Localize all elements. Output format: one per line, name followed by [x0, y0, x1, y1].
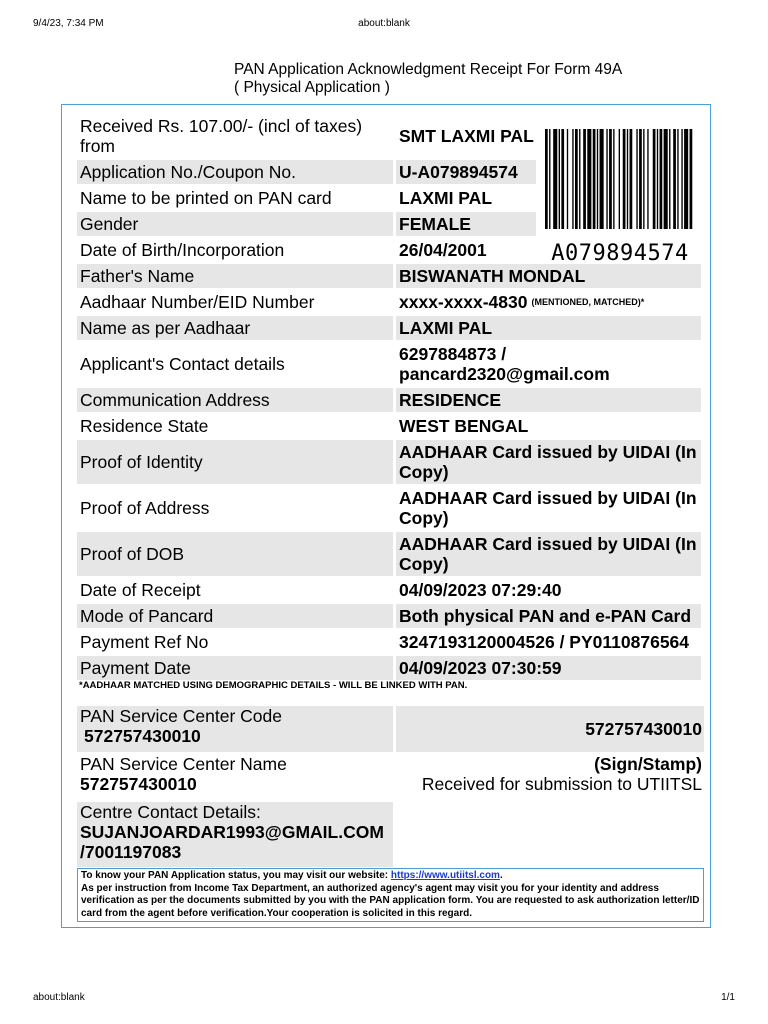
print-footer-url: about:blank	[33, 992, 85, 1003]
row-value	[396, 290, 701, 314]
barcode-bar	[609, 129, 612, 229]
barcode-bars	[545, 129, 695, 229]
service-center-code-right: 572757430010	[396, 706, 704, 752]
barcode-bar	[579, 129, 580, 229]
barcode-bar	[545, 129, 548, 229]
barcode-bar	[653, 129, 656, 229]
row-value: U-A079894574	[396, 160, 536, 184]
barcode-bar	[673, 129, 676, 229]
barcode-bar	[681, 129, 682, 229]
table-row	[77, 440, 704, 484]
service-center-name-value: 572757430010	[80, 774, 197, 794]
row-label: Received Rs. 107.00/- (incl of taxes) from	[80, 116, 363, 156]
barcode-bar	[669, 129, 670, 229]
service-center-name-label: PAN Service Center Name	[80, 754, 287, 774]
barcode-bar	[606, 129, 607, 229]
received-for-submission: Received for submission to UTIITSL	[421, 774, 702, 794]
barcode-bar	[630, 129, 633, 229]
row-label: Date of Birth/Incorporation	[80, 240, 285, 260]
aadhaar-footnote: *AADHAAR MATCHED USING DEMOGRAPHIC DETAILS - WILL BE LINKED WITH PAN.	[79, 680, 468, 691]
row-label: Gender	[77, 212, 393, 236]
table-row	[77, 630, 704, 654]
sign-stamp-cell	[396, 754, 704, 800]
service-center-name-row	[77, 754, 704, 800]
verification-notice: As per instruction from Income Tax Department, an authorized agency's agent may visit you for your identity and address verification as per the documents submitted by you with the PAN application form. You are requested to ask authorization letter/ID card from the agent before verification.Your cooperation is solicited in this regard.	[81, 882, 700, 919]
service-center-code-row	[77, 706, 704, 752]
barcode-bar	[690, 129, 693, 229]
service-center-code-cell	[77, 706, 393, 752]
row-label: Residence State	[80, 416, 209, 436]
service-center-section	[77, 706, 704, 869]
barcode-bar	[684, 129, 688, 229]
barcode-bar	[567, 129, 568, 229]
row-value: RESIDENCE	[396, 388, 701, 412]
table-row	[77, 388, 704, 412]
receipt-title	[234, 61, 704, 97]
service-center-name-cell	[77, 754, 393, 800]
row-value: 04/09/2023 07:29:40	[399, 580, 562, 600]
barcode-number: A079894574	[551, 241, 689, 266]
barcode-bar	[613, 129, 614, 229]
table-row	[77, 316, 704, 340]
barcode-bar	[643, 129, 644, 229]
receipt-title-line2: ( Physical Application )	[234, 79, 390, 96]
row-label: Father's Name	[77, 264, 393, 288]
row-value: BISWANATH MONDAL	[396, 264, 701, 288]
row-label: Applicant's Contact details	[80, 354, 285, 374]
status-notice-text: To know your PAN Application status, you may visit our website:	[81, 870, 389, 881]
barcode-bar	[657, 129, 658, 229]
row-value: 6297884873 / pancard2320@gmail.com	[399, 344, 610, 384]
centre-contact-cell	[77, 802, 393, 867]
row-value: Both physical PAN and e-PAN Card	[396, 604, 701, 628]
row-value: FEMALE	[396, 212, 536, 236]
barcode-bar	[583, 129, 586, 229]
row-value: 04/09/2023 07:30:59	[396, 656, 701, 680]
row-value: AADHAAR Card issued by UIDAI (In Copy)	[399, 488, 697, 528]
service-center-code-value: 572757430010	[84, 726, 201, 746]
row-label: Communication Address	[77, 388, 393, 412]
row-label: Mode of Pancard	[77, 604, 393, 628]
barcode	[545, 129, 695, 269]
barcode-bar	[597, 129, 598, 229]
table-row	[77, 290, 704, 314]
page-count: 1/1	[721, 992, 735, 1003]
barcode-bar	[677, 129, 678, 229]
service-center-code-label: PAN Service Center Code	[80, 706, 282, 726]
barcode-bar	[627, 129, 628, 229]
row-value: AADHAAR Card issued by UIDAI (In Copy)	[396, 532, 701, 576]
row-label: Proof of Address	[80, 498, 210, 518]
barcode-bar	[647, 129, 648, 229]
barcode-bar	[549, 129, 550, 229]
barcode-bar	[572, 129, 573, 229]
centre-contact-email: SUJANJOARDAR1993@GMAIL.COM	[80, 822, 384, 842]
table-row	[77, 656, 704, 680]
row-label: Proof of Identity	[77, 440, 393, 484]
barcode-bar	[619, 129, 620, 229]
barcode-bar	[664, 129, 668, 229]
row-value: 26/04/2001	[399, 240, 487, 260]
info-notice	[77, 868, 704, 922]
row-value: LAXMI PAL	[396, 316, 701, 340]
barcode-bar	[561, 129, 564, 229]
barcode-bar	[559, 129, 560, 229]
sign-stamp-label: (Sign/Stamp)	[594, 754, 702, 774]
table-row	[77, 486, 704, 530]
table-row	[77, 578, 704, 602]
barcode-bar	[639, 129, 642, 229]
status-notice	[81, 870, 700, 883]
barcode-bar	[623, 129, 626, 229]
print-date: 9/4/23, 7:34 PM	[33, 18, 104, 29]
row-label: Aadhaar Number/EID Number	[80, 292, 315, 312]
row-label: Proof of DOB	[77, 532, 393, 576]
barcode-bar	[600, 129, 604, 229]
row-value: AADHAAR Card issued by UIDAI (In Copy)	[396, 440, 701, 484]
centre-contact-phone: /7001197083	[80, 842, 182, 862]
barcode-bar	[593, 129, 596, 229]
table-row	[77, 414, 704, 438]
aadhaar-number: xxxx-xxxx-4830	[399, 292, 528, 312]
centre-contact-label: Centre Contact Details:	[80, 802, 261, 822]
row-value: LAXMI PAL	[399, 188, 493, 208]
row-label: Date of Receipt	[80, 580, 201, 600]
row-label: Name as per Aadhaar	[77, 316, 393, 340]
barcode-bar	[636, 129, 637, 229]
row-label: Application No./Coupon No.	[77, 160, 393, 184]
receipt-title-line1: PAN Application Acknowledgment Receipt For Form 49A	[234, 61, 623, 78]
row-label: Name to be printed on PAN card	[80, 188, 332, 208]
row-label: Payment Ref No	[80, 632, 209, 652]
utiitsl-link[interactable]: https://www.utiitsl.com	[390, 870, 500, 881]
row-value: SMT LAXMI PAL	[399, 126, 534, 146]
barcode-bar	[575, 129, 578, 229]
barcode-bar	[553, 129, 557, 229]
print-footer	[0, 992, 768, 1006]
barcode-bar	[587, 129, 591, 229]
aadhaar-match-note: (MENTIONED, MATCHED)*	[531, 297, 645, 307]
print-url: about:blank	[358, 18, 410, 29]
table-row	[77, 532, 704, 576]
table-row	[77, 604, 704, 628]
table-row	[77, 342, 704, 386]
print-header	[0, 18, 768, 32]
row-value: 3247193120004526 / PY0110876564	[399, 632, 690, 652]
receipt-box	[61, 104, 711, 928]
row-value: WEST BENGAL	[399, 416, 529, 436]
barcode-bar	[660, 129, 663, 229]
row-label: Payment Date	[77, 656, 393, 680]
centre-contact-row	[77, 802, 704, 867]
status-notice-suffix: .	[499, 870, 503, 881]
